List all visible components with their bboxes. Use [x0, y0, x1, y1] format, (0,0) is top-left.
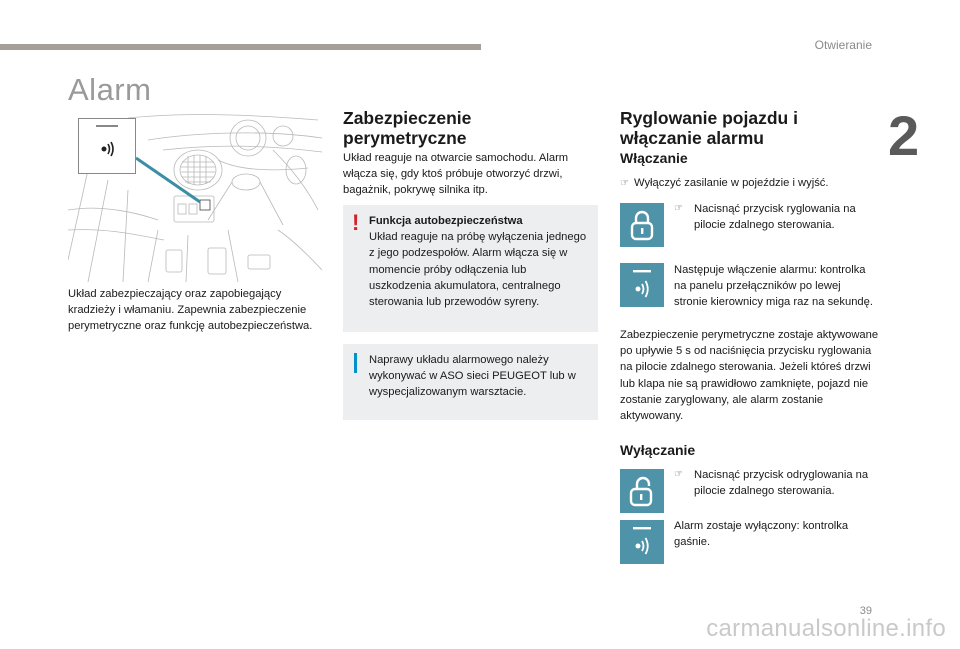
- deactivation-heading: Wyłączanie: [620, 442, 696, 458]
- info-box-text: Naprawy układu alarmowego należy wykonywać w ASO sieci PEUGEOT lub w wyspecjalizowanym warsztacie.: [369, 354, 576, 399]
- activation-bullet: ☞ Wyłączyć zasilanie w pojeździe i wyjść.: [620, 175, 880, 192]
- alarm-led-callout: [78, 118, 136, 174]
- alarm-on-step: Następuje włączenie alarmu: kontrolka na panelu przełączników po lewej stronie kierownicy miga raz na sekundę.: [674, 264, 873, 309]
- page-title: Alarm: [68, 72, 152, 107]
- locking-title: Ryglowanie pojazdu i włączanie alarmu: [620, 108, 798, 148]
- lock-step: ☞ Nacisnąć przycisk ryglowania na pilocie zdalnego sterowania.: [674, 203, 856, 232]
- info-box: [343, 344, 598, 420]
- exclamation-icon: !: [352, 210, 360, 235]
- info-icon: [354, 353, 357, 373]
- perimeter-title: Zabezpieczenie perymetryczne: [343, 108, 472, 148]
- alarm-led-icon: [627, 268, 657, 302]
- warning-box-title: Funkcja autobezpieczeństwa: [369, 215, 523, 227]
- lock-closed-icon: [629, 209, 655, 241]
- chapter-number: 2: [888, 104, 920, 167]
- unlock-step: ☞ Nacisnąć przycisk odryglowania na pilocie zdalnego sterowania.: [674, 469, 869, 498]
- alarm-tile-off: [620, 520, 664, 564]
- lock-open-icon: [628, 475, 656, 507]
- chapter-name: Otwieranie: [814, 38, 872, 52]
- page-number: 39: [859, 605, 872, 617]
- watermark: carmanualsonline.info: [706, 615, 946, 642]
- warning-box: [343, 205, 598, 332]
- alarm-off-step: Alarm zostaje wyłączony: kontrolka gaśnie.: [674, 520, 849, 549]
- lock-tile: [620, 203, 664, 247]
- intro-text: Układ zabezpieczający oraz zapobiegający kradzieży i włamaniu. Zapewnia zabezpieczenie perymetryczne oraz funkcję autobezpieczeństwa.: [68, 288, 313, 333]
- alarm-led-icon: [95, 137, 121, 161]
- warning-box-text: Układ reaguje na próbę wyłączenia jednego z jego podzespołów. Alarm włącza się w momencie próby odłączenia lub uszkodzenia akumulatora, centralnego sterowania lub przewodów syreny.: [369, 231, 587, 309]
- dashboard-illustration: [68, 110, 322, 282]
- alarm-led-icon: [627, 525, 657, 559]
- alarm-tile-on: [620, 263, 664, 307]
- pointing-hand-icon: ☞: [620, 178, 629, 189]
- pointing-hand-icon: ☞: [674, 469, 683, 480]
- unlock-tile: [620, 469, 664, 513]
- header-bar: [0, 44, 481, 50]
- perimeter-text: Układ reaguje na otwarcie samochodu. Alarm włącza się, gdy ktoś próbuje otworzyć drzwi, bagażnik, pokrywę silnika itp.: [343, 152, 569, 197]
- activation-paragraph: Zabezpieczenie perymetryczne zostaje aktywowane po upływie 5 s od naciśnięcia przycisku ryglowania na pilocie zdalnego sterowania. Jeżeli któreś drzwi lub klapa nie są prawidłowo zamknięte, pojazd nie zostanie zaryglowany, ale alarm zostanie aktywowany.: [620, 329, 879, 423]
- pointing-hand-icon: ☞: [674, 203, 683, 214]
- activation-heading: Włączanie: [620, 150, 688, 166]
